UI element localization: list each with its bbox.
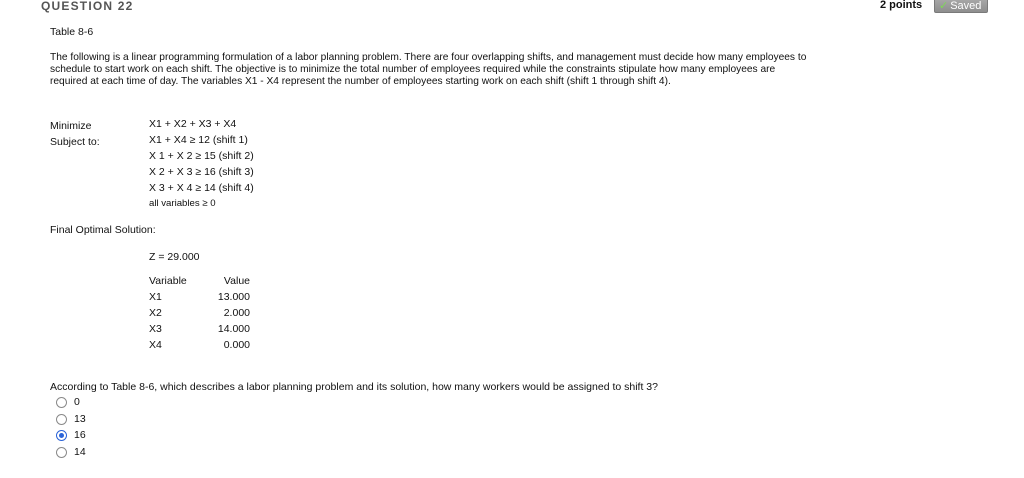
question-title: QUESTION 22 (41, 0, 134, 13)
radio-button[interactable] (56, 447, 67, 458)
constraint-4: X 3 + X 4 ≥ 14 (shift 4) (149, 182, 254, 194)
nonnegativity-constraint: all variables ≥ 0 (149, 198, 216, 209)
lp-labels (50, 118, 100, 150)
solution-table (149, 275, 259, 355)
radio-button[interactable] (56, 414, 67, 425)
variable-name: X3 (149, 323, 162, 335)
variable-value: 13.000 (217, 291, 250, 303)
objective-function: X1 + X2 + X3 + X4 (149, 118, 237, 130)
solution-header-row (149, 275, 259, 291)
points-label: 2 points (880, 0, 923, 11)
table-row (149, 323, 259, 339)
variable-value: 14.000 (217, 323, 250, 335)
check-icon: ✓ (939, 0, 949, 12)
value-column-header: Value (223, 275, 250, 287)
constraint-2: X 1 + X 2 ≥ 15 (shift 2) (149, 150, 254, 162)
saved-badge (934, 0, 988, 13)
question-header (0, 0, 1024, 14)
variable-column-header: Variable (149, 275, 187, 287)
minimize-label: Minimize (50, 120, 92, 132)
variable-name: X2 (149, 307, 162, 319)
choice-label[interactable]: 13 (74, 412, 86, 425)
saved-label: Saved (950, 0, 982, 12)
constraint-3: X 2 + X 3 ≥ 16 (shift 3) (149, 166, 254, 178)
choice-label[interactable]: 16 (74, 429, 86, 441)
variable-name: X1 (149, 291, 162, 303)
choice-label[interactable]: 0 (74, 396, 80, 408)
constraint-1: X1 + X4 ≥ 12 (shift 1) (149, 134, 248, 146)
variable-value: 2.000 (223, 307, 250, 319)
subject-to-label: Subject to: (50, 136, 100, 148)
table-row (149, 291, 259, 307)
table-row (149, 307, 259, 323)
question-text: According to Table 8-6, which describes a labor planning problem and its solution, how many workers would be assigned to shift 3? (50, 381, 658, 393)
intro-paragraph: The following is a linear programming formulation of a labor planning problem. There are four overlapping shifts, and management must decide how many employees to schedule to start work on each shift. The objective is to minimize the total number of employees required while the constraints stipulate how many employees are required at each time of day. The variables X1 - X4 represent the number of employees starting work on each shift (shift 1 through shift 4). (50, 52, 807, 87)
table-label: Table 8-6 (50, 26, 94, 38)
radio-button[interactable] (56, 397, 67, 408)
lp-formulation (149, 116, 254, 212)
objective-value: Z = 29.000 (149, 251, 200, 263)
radio-button-selected[interactable] (56, 430, 67, 441)
variable-name: X4 (149, 339, 162, 351)
variable-value: 0.000 (223, 339, 250, 351)
choice-label[interactable]: 14 (74, 445, 86, 458)
table-row (149, 339, 259, 355)
final-solution-label: Final Optimal Solution: (50, 224, 156, 236)
